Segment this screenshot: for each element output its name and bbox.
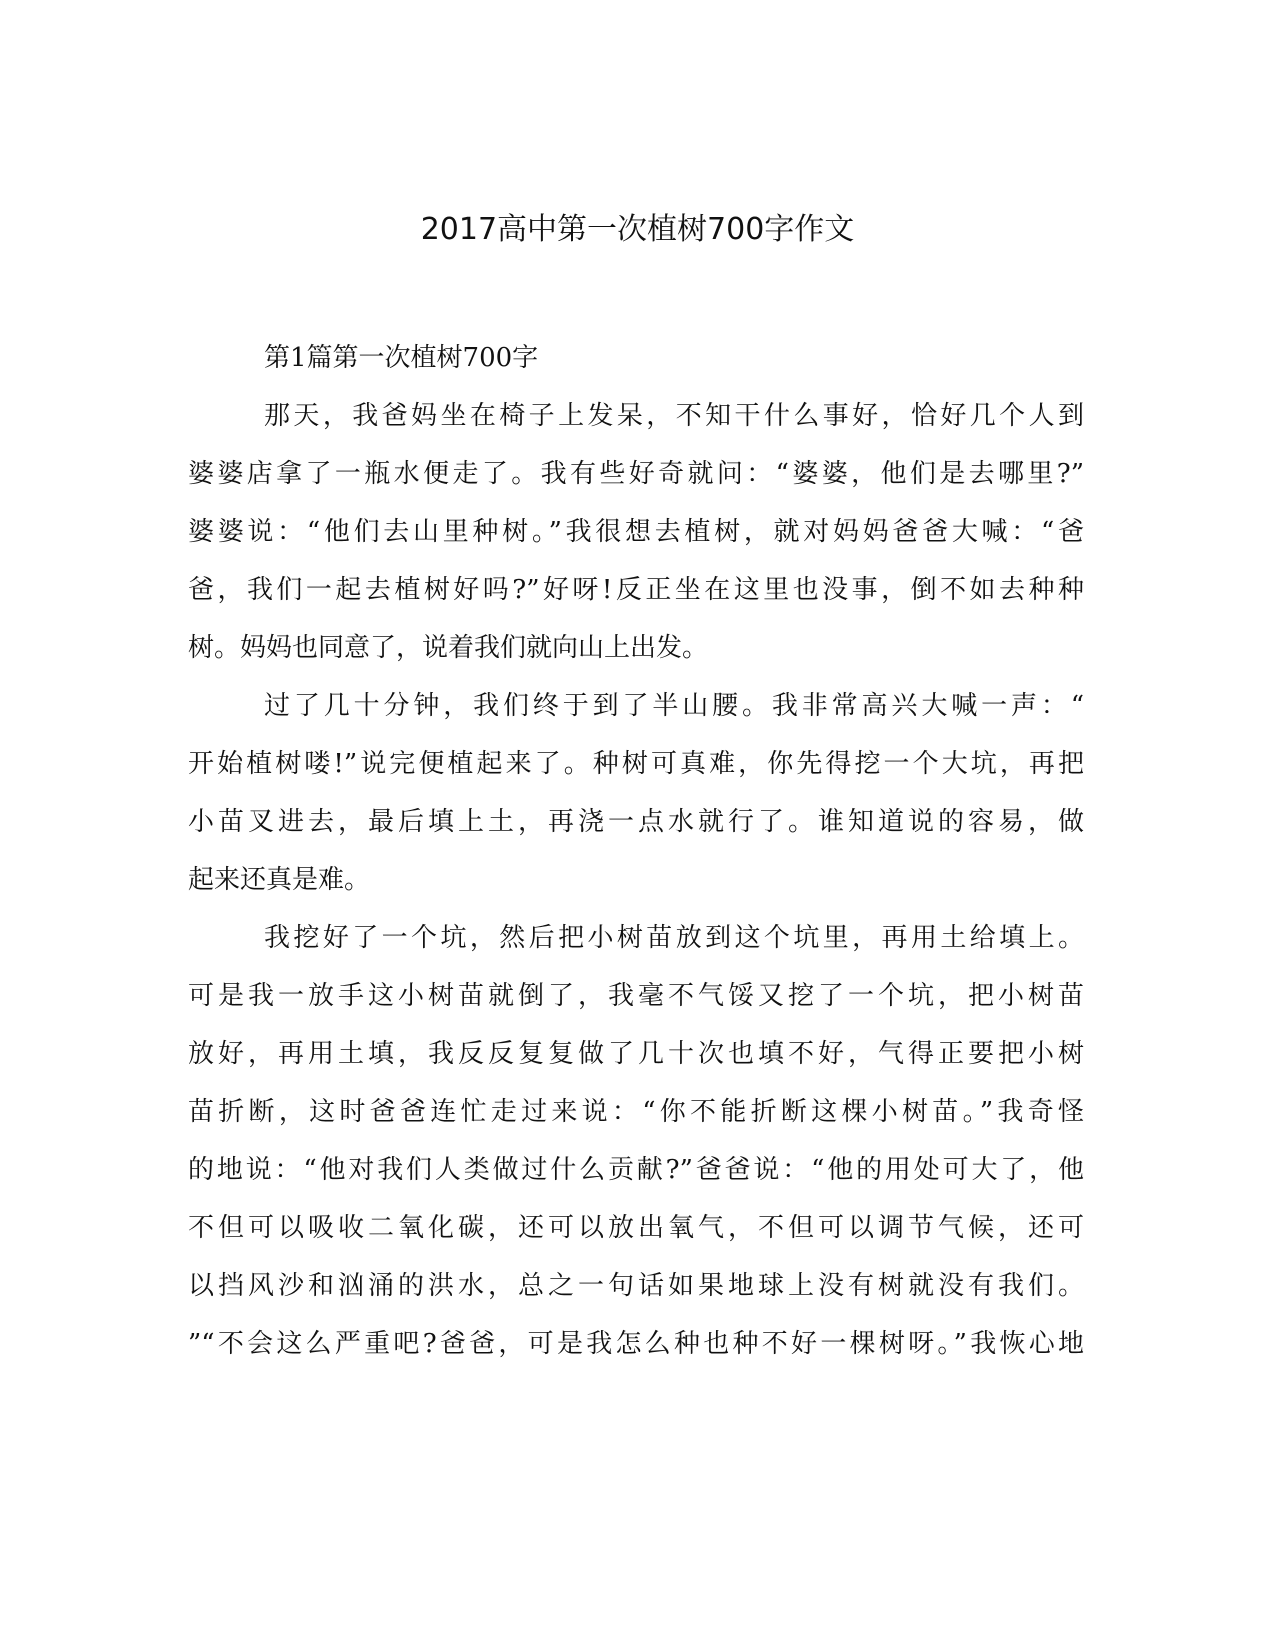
paragraph-1 <box>188 387 1084 677</box>
text-line: 小苗叉进去，最后填上土，再浇一点水就行了。谁知道说的容易，做 <box>188 807 1084 837</box>
text-line: 放好，再用土填，我反反复复做了几十次也填不好，气得正要把小树 <box>188 1039 1084 1069</box>
text-line: 开始植树喽!”说完便植起来了。种树可真难，你先得挖一个大坑，再把 <box>188 749 1084 779</box>
document-body <box>188 329 1084 1373</box>
text-line: 以挡风沙和汹涌的洪水，总之一句话如果地球上没有树就没有我们。 <box>188 1271 1084 1301</box>
text-line: 起来还真是难。 <box>188 865 371 895</box>
text-line: 那天，我爸妈坐在椅子上发呆，不知干什么事好，恰好几个人到 <box>264 401 1084 431</box>
text-line: 可是我一放手这小树苗就倒了，我毫不气馁又挖了一个坑，把小树苗 <box>188 981 1084 1011</box>
text-line: 过了几十分钟，我们终于到了半山腰。我非常高兴大喊一声：“ <box>264 691 1084 721</box>
text-line: 树。妈妈也同意了，说着我们就向山上出发。 <box>188 633 709 663</box>
paragraph-3 <box>188 909 1084 1373</box>
text-line: 的地说：“他对我们人类做过什么贡献?”爸爸说：“他的用处可大了，他 <box>188 1155 1084 1185</box>
document-title: 2017高中第一次植树700字作文 <box>420 212 855 247</box>
text-line: ”“不会这么严重吧?爸爸，可是我怎么种也种不好一棵树呀。”我恢心地 <box>188 1329 1084 1359</box>
text-line: 爸，我们一起去植树好吗?”好呀!反正坐在这里也没事，倒不如去种种 <box>188 575 1084 605</box>
text-line: 婆婆店拿了一瓶水便走了。我有些好奇就问：“婆婆，他们是去哪里?” <box>188 459 1084 489</box>
text-line: 婆婆说：“他们去山里种树。”我很想去植树，就对妈妈爸爸大喊：“爸 <box>188 517 1084 547</box>
text-line: 不但可以吸收二氧化碳，还可以放出氧气，不但可以调节气候，还可 <box>188 1213 1084 1243</box>
text-line: 我挖好了一个坑，然后把小树苗放到这个坑里，再用土给填上。 <box>264 923 1084 953</box>
text-line: 苗折断，这时爸爸连忙走过来说：“你不能折断这棵小树苗。”我奇怪 <box>188 1097 1084 1127</box>
section-heading: 第1篇第一次植树700字 <box>264 343 539 373</box>
paragraph-2 <box>188 677 1084 909</box>
